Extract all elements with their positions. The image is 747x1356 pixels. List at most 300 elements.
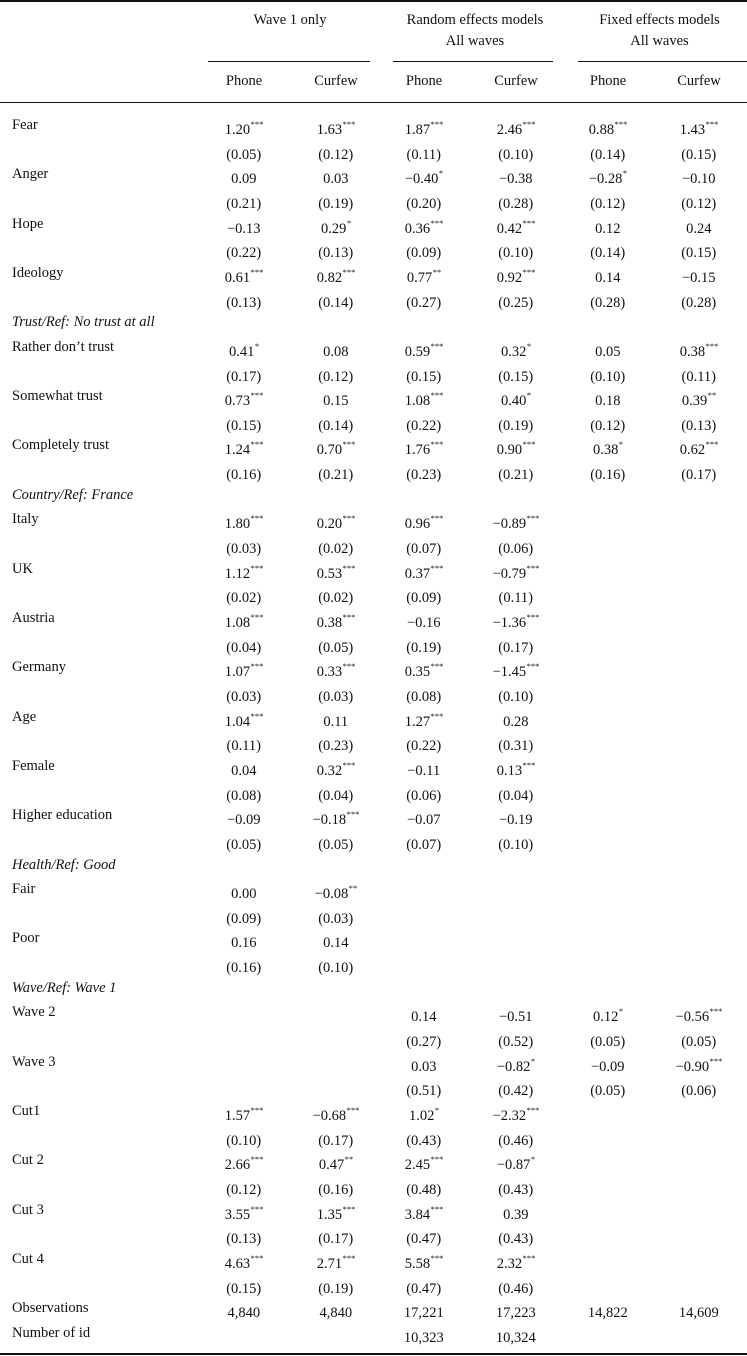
cell-value: 0.92: [496, 269, 523, 286]
cell-value: 0.88: [588, 121, 615, 138]
row-label: Italy: [12, 511, 39, 528]
significance-stars: ***: [250, 612, 264, 622]
cell-value: −0.87: [496, 1157, 531, 1174]
table-row: [0, 803, 747, 828]
cell-value: 1.07: [224, 664, 251, 681]
significance-stars: ***: [342, 439, 356, 450]
standard-error-row: [0, 1222, 747, 1247]
cell-value: 1.57: [224, 1107, 251, 1124]
significance-stars: ***: [250, 661, 264, 672]
cell-value: (0.23): [318, 738, 354, 755]
cell-value: (0.20): [406, 195, 442, 212]
significance-stars: ***: [346, 809, 360, 820]
cell-value: (0.27): [406, 294, 442, 311]
standard-error-row: [0, 360, 747, 385]
cell-value: 1.12: [224, 565, 251, 582]
cell-value: 3.84: [404, 1206, 431, 1223]
significance-stars: *: [618, 439, 624, 450]
row-label: Observations: [12, 1300, 89, 1317]
cell-value: (0.12): [318, 368, 354, 385]
header-rule: [0, 102, 747, 103]
standard-error-row: [0, 1025, 747, 1050]
table-cell: [471, 1321, 561, 1350]
table-row: [0, 113, 747, 138]
row-label: Fair: [12, 881, 36, 898]
significance-stars: ***: [705, 340, 719, 351]
cell-value: 1.08: [404, 392, 431, 409]
significance-stars: *: [254, 340, 260, 351]
cell-value: (0.04): [498, 787, 534, 804]
table-row: [0, 433, 747, 458]
cell-value: 10,323: [403, 1329, 444, 1346]
cell-value: (0.11): [226, 738, 261, 755]
standard-error-row: [0, 1124, 747, 1149]
cell-value: 0.03: [411, 1058, 437, 1075]
cell-value: 4.63: [224, 1255, 251, 1272]
cell-value: 1.63: [316, 121, 343, 138]
cell-value: 0.59: [404, 343, 431, 360]
cell-value: 4,840: [319, 1305, 353, 1322]
cell-value: (0.31): [498, 738, 534, 755]
standard-error-row: [0, 236, 747, 261]
cell-value: (0.08): [406, 688, 442, 705]
significance-stars: ***: [430, 1154, 444, 1165]
group-rule-wave1: [208, 61, 370, 62]
significance-stars: *: [618, 1006, 624, 1017]
table-cell: [291, 1321, 381, 1350]
cell-value: 0.20: [316, 516, 343, 533]
significance-stars: ***: [250, 439, 264, 450]
cell-value: (0.13): [681, 417, 717, 434]
cell-value: (0.15): [498, 368, 534, 385]
table-row: [0, 1321, 747, 1346]
cell-value: 0.12: [595, 220, 621, 237]
significance-stars: ***: [522, 1252, 536, 1263]
cell-value: (0.27): [406, 1033, 442, 1050]
cell-value: −0.11: [407, 762, 441, 779]
cell-value: (0.06): [498, 540, 534, 557]
significance-stars: ***: [342, 513, 356, 524]
cell-value: (0.02): [318, 590, 354, 607]
table-row: [0, 212, 747, 237]
cell-value: −0.90: [675, 1058, 710, 1075]
row-label: Poor: [12, 930, 40, 947]
standard-error-row: [0, 1074, 747, 1099]
table-row: [0, 754, 747, 779]
cell-value: 0.53: [316, 565, 343, 582]
row-label: Completely trust: [12, 437, 110, 454]
cell-value: 17,223: [495, 1305, 536, 1322]
cell-value: (0.05): [226, 836, 262, 853]
cell-value: (0.03): [226, 688, 262, 705]
significance-stars: ***: [250, 513, 264, 524]
cell-value: −0.10: [681, 171, 716, 188]
cell-value: 0.82: [316, 269, 343, 286]
cell-value: −0.09: [590, 1058, 625, 1075]
cell-value: −0.38: [498, 171, 533, 188]
significance-stars: ***: [705, 119, 719, 129]
cell-value: (0.11): [406, 146, 441, 163]
cell-value: 0.13: [496, 762, 523, 779]
cell-value: (0.28): [498, 195, 534, 212]
section-header-row: [0, 976, 747, 1001]
cell-value: 0.38: [592, 442, 619, 459]
section-label: Health/Ref: Good: [12, 856, 116, 873]
column-header: Phone: [225, 73, 263, 89]
significance-stars: ***: [342, 266, 356, 277]
cell-value: (0.14): [590, 245, 626, 262]
significance-stars: ***: [430, 513, 444, 524]
cell-value: 0.08: [323, 343, 349, 360]
cell-value: 0.39: [503, 1206, 529, 1223]
significance-stars: ***: [522, 266, 536, 277]
cell-value: (0.47): [406, 1231, 442, 1248]
row-label: Germany: [12, 659, 66, 676]
cell-value: 1.04: [224, 713, 251, 730]
cell-value: −0.89: [492, 516, 527, 533]
cell-value: (0.22): [406, 738, 442, 755]
cell-value: 0.61: [224, 269, 251, 286]
cell-value: (0.12): [590, 195, 626, 212]
significance-stars: ***: [522, 439, 536, 450]
cell-value: (0.19): [318, 195, 354, 212]
cell-value: (0.10): [498, 688, 534, 705]
cell-value: 0.29: [320, 220, 347, 237]
cell-value: (0.12): [318, 146, 354, 163]
row-label: Higher education: [12, 807, 113, 824]
significance-stars: ***: [342, 1252, 356, 1263]
standard-error-row: [0, 631, 747, 656]
standard-error-row: [0, 680, 747, 705]
significance-stars: ***: [709, 1055, 723, 1066]
significance-stars: ***: [430, 390, 444, 401]
significance-stars: ***: [522, 217, 536, 228]
cell-value: (0.05): [590, 1083, 626, 1100]
table-row: [0, 261, 747, 286]
cell-value: −0.13: [226, 220, 261, 237]
cell-value: (0.10): [590, 368, 626, 385]
significance-stars: *: [346, 217, 352, 228]
significance-stars: ***: [250, 1154, 264, 1165]
group-header-wave1: [199, 10, 381, 31]
significance-stars: *: [530, 1154, 536, 1165]
section-header-row: [0, 483, 747, 508]
cell-value: (0.15): [226, 417, 262, 434]
significance-stars: ***: [250, 266, 264, 277]
significance-stars: ***: [430, 710, 444, 721]
significance-stars: ***: [430, 340, 444, 351]
table-bottom-rule: [0, 1353, 747, 1355]
cell-value: (0.10): [498, 245, 534, 262]
table-cell: [199, 1321, 289, 1350]
cell-value: 0.09: [231, 171, 257, 188]
group-header-line1: Wave 1 only: [253, 12, 327, 28]
cell-value: 2.66: [224, 1157, 251, 1174]
cell-value: −0.28: [588, 171, 623, 188]
group-rule-fixed-effects: [578, 61, 747, 62]
cell-value: 4,840: [227, 1305, 261, 1322]
significance-stars: ***: [250, 1203, 264, 1214]
cell-value: (0.21): [498, 466, 534, 483]
cell-value: (0.13): [226, 1231, 262, 1248]
table-row: [0, 507, 747, 532]
cell-value: (0.07): [406, 540, 442, 557]
cell-value: (0.23): [406, 466, 442, 483]
group-header-line2: All waves: [630, 33, 689, 49]
cell-value: (0.12): [590, 417, 626, 434]
significance-stars: ***: [709, 1006, 723, 1017]
cell-value: (0.47): [406, 1280, 442, 1297]
significance-stars: ***: [430, 661, 444, 672]
significance-stars: ***: [250, 390, 264, 401]
cell-value: (0.13): [226, 294, 262, 311]
cell-value: −0.40: [404, 171, 439, 188]
cell-value: (0.09): [406, 590, 442, 607]
significance-stars: **: [348, 883, 358, 894]
cell-value: 0.15: [323, 392, 349, 409]
significance-stars: ***: [430, 119, 444, 129]
significance-stars: ***: [526, 612, 540, 622]
cell-value: (0.10): [226, 1132, 262, 1149]
cell-value: (0.17): [681, 466, 717, 483]
cell-value: 0.42: [496, 220, 523, 237]
cell-value: (0.16): [226, 466, 262, 483]
row-label: Cut 4: [12, 1250, 44, 1267]
cell-value: (0.06): [406, 787, 442, 804]
cell-value: (0.16): [318, 1181, 354, 1198]
cell-value: (0.05): [590, 1033, 626, 1050]
cell-value: (0.03): [226, 540, 262, 557]
significance-stars: *: [526, 390, 532, 401]
section-label: Country/Ref: France: [12, 486, 134, 503]
significance-stars: ***: [250, 1252, 264, 1263]
table-row: [0, 606, 747, 631]
cell-value: (0.52): [498, 1033, 534, 1050]
cell-value: −1.36: [492, 614, 527, 631]
cell-value: 1.43: [679, 121, 706, 138]
cell-value: 0.62: [679, 442, 706, 459]
standard-error-row: [0, 951, 747, 976]
cell-value: (0.17): [498, 639, 534, 656]
cell-value: 2.32: [496, 1255, 523, 1272]
cell-value: 0.18: [595, 392, 621, 409]
cell-value: 3.55: [224, 1206, 251, 1223]
column-header: Curfew: [677, 73, 721, 89]
group-header-fixed-effects: [572, 10, 747, 52]
cell-value: (0.15): [681, 245, 717, 262]
significance-stars: ***: [522, 119, 536, 129]
cell-value: (0.16): [226, 959, 262, 976]
cell-value: 0.39: [681, 392, 708, 409]
cell-value: −0.15: [681, 269, 716, 286]
cell-value: (0.14): [590, 146, 626, 163]
cell-value: (0.03): [318, 910, 354, 927]
cell-value: (0.04): [226, 639, 262, 656]
cell-value: (0.11): [498, 590, 533, 607]
group-header-line1: Fixed effects models: [599, 12, 720, 28]
cell-value: 0.11: [323, 713, 349, 730]
significance-stars: ***: [526, 562, 540, 573]
significance-stars: ***: [342, 562, 356, 573]
row-label: Cut 2: [12, 1152, 44, 1169]
cell-value: (0.46): [498, 1132, 534, 1149]
cell-value: (0.14): [318, 294, 354, 311]
cell-value: (0.12): [681, 195, 717, 212]
cell-value: 0.03: [323, 171, 349, 188]
standard-error-row: [0, 138, 747, 163]
cell-value: 1.76: [404, 442, 431, 459]
cell-value: (0.43): [498, 1181, 534, 1198]
cell-value: (0.48): [406, 1181, 442, 1198]
cell-value: 0.36: [404, 220, 431, 237]
section-label: Trust/Ref: No trust at all: [12, 314, 155, 331]
cell-value: −0.09: [226, 812, 261, 829]
row-label: Age: [12, 708, 37, 725]
group-header-line1: Random effects models: [406, 12, 544, 28]
cell-value: 0.35: [404, 664, 431, 681]
significance-stars: *: [438, 168, 444, 179]
cell-value: 0.14: [595, 269, 621, 286]
group-header-random-effects: [384, 10, 566, 52]
significance-stars: ***: [430, 1203, 444, 1214]
cell-value: 1.02: [408, 1107, 435, 1124]
section-header-row: [0, 853, 747, 878]
cell-value: (0.42): [498, 1083, 534, 1100]
cell-value: (0.28): [590, 294, 626, 311]
cell-value: 0.70: [316, 442, 343, 459]
cell-value: (0.10): [498, 836, 534, 853]
cell-value: 0.32: [316, 762, 343, 779]
standard-error-row: [0, 729, 747, 754]
table-row: [0, 877, 747, 902]
cell-value: −0.51: [498, 1009, 533, 1026]
significance-stars: ***: [250, 562, 264, 573]
standard-error-row: [0, 409, 747, 434]
cell-value: 0.73: [224, 392, 251, 409]
cell-value: −2.32: [492, 1107, 527, 1124]
cell-value: (0.15): [406, 368, 442, 385]
cell-value: (0.17): [318, 1132, 354, 1149]
significance-stars: ***: [250, 1105, 264, 1115]
cell-value: 0.40: [500, 392, 527, 409]
cell-value: (0.12): [226, 1181, 262, 1198]
cell-value: (0.19): [498, 417, 534, 434]
cell-value: 1.20: [224, 121, 251, 138]
cell-value: (0.16): [590, 466, 626, 483]
standard-error-row: [0, 1173, 747, 1198]
cell-value: (0.10): [498, 146, 534, 163]
cell-value: (0.19): [406, 639, 442, 656]
cell-value: 0.38: [316, 614, 343, 631]
cell-value: 2.46: [496, 121, 523, 138]
cell-value: 1.35: [316, 1206, 343, 1223]
cell-value: 0.16: [231, 935, 257, 952]
cell-value: 0.38: [679, 343, 706, 360]
table-row: [0, 1099, 747, 1124]
column-header: Phone: [405, 73, 443, 89]
cell-value: (0.15): [226, 1280, 262, 1297]
significance-stars: ***: [430, 439, 444, 450]
cell-value: 0.32: [500, 343, 527, 360]
table-row: [0, 1148, 747, 1173]
cell-value: (0.05): [318, 836, 354, 853]
significance-stars: ***: [342, 661, 356, 672]
cell-value: 0.28: [503, 713, 529, 730]
cell-value: 10,324: [495, 1329, 536, 1346]
standard-error-row: [0, 458, 747, 483]
cell-value: 0.96: [404, 516, 431, 533]
cell-value: 0.14: [411, 1009, 437, 1026]
cell-value: 0.00: [231, 885, 257, 902]
cell-value: (0.04): [318, 787, 354, 804]
cell-value: 0.12: [592, 1009, 619, 1026]
cell-value: 14,822: [587, 1305, 628, 1322]
significance-stars: ***: [250, 710, 264, 721]
table-cell: [654, 1321, 744, 1350]
cell-value: (0.08): [226, 787, 262, 804]
cell-value: 0.33: [316, 664, 343, 681]
cell-value: (0.05): [226, 146, 262, 163]
cell-value: (0.25): [498, 294, 534, 311]
standard-error-row: [0, 187, 747, 212]
row-label: Number of id: [12, 1324, 91, 1341]
cell-value: (0.46): [498, 1280, 534, 1297]
significance-stars: ***: [526, 1105, 540, 1115]
cell-value: (0.22): [226, 245, 262, 262]
cell-value: 17,221: [403, 1305, 444, 1322]
cell-value: 5.58: [404, 1255, 431, 1272]
table-row: [0, 1000, 747, 1025]
group-header-line2: All waves: [445, 33, 505, 49]
significance-stars: ***: [430, 217, 444, 228]
significance-stars: *: [526, 340, 532, 351]
cell-value: (0.05): [318, 639, 354, 656]
table-row: [0, 926, 747, 951]
table-row: [0, 1296, 747, 1321]
standard-error-row: [0, 828, 747, 853]
cell-value: 2.45: [404, 1157, 431, 1174]
cell-value: (0.28): [681, 294, 717, 311]
cell-value: (0.19): [318, 1280, 354, 1297]
cell-value: 1.27: [404, 713, 431, 730]
cell-value: (0.14): [318, 417, 354, 434]
cell-value: 14,609: [678, 1305, 719, 1322]
standard-error-row: [0, 1272, 747, 1297]
cell-value: −1.45: [492, 664, 527, 681]
cell-value: (0.43): [406, 1132, 442, 1149]
cell-value: 1.24: [224, 442, 251, 459]
cell-value: 1.08: [224, 614, 251, 631]
row-label: Austria: [12, 610, 55, 626]
table-row: [0, 1198, 747, 1223]
section-label: Wave/Ref: Wave 1: [12, 979, 117, 996]
significance-stars: ***: [342, 759, 356, 770]
significance-stars: ***: [526, 513, 540, 524]
significance-stars: ***: [342, 119, 356, 129]
significance-stars: **: [707, 390, 717, 401]
table-row: [0, 162, 747, 187]
cell-value: (0.51): [406, 1083, 442, 1100]
cell-value: −0.68: [312, 1107, 347, 1124]
cell-value: (0.15): [681, 146, 717, 163]
cell-value: −0.82: [496, 1058, 531, 1075]
significance-stars: *: [434, 1105, 440, 1115]
table-row: [0, 705, 747, 730]
column-header: Phone: [589, 73, 627, 89]
significance-stars: ***: [526, 661, 540, 672]
cell-value: (0.13): [318, 245, 354, 262]
table-cell: [563, 1321, 653, 1350]
